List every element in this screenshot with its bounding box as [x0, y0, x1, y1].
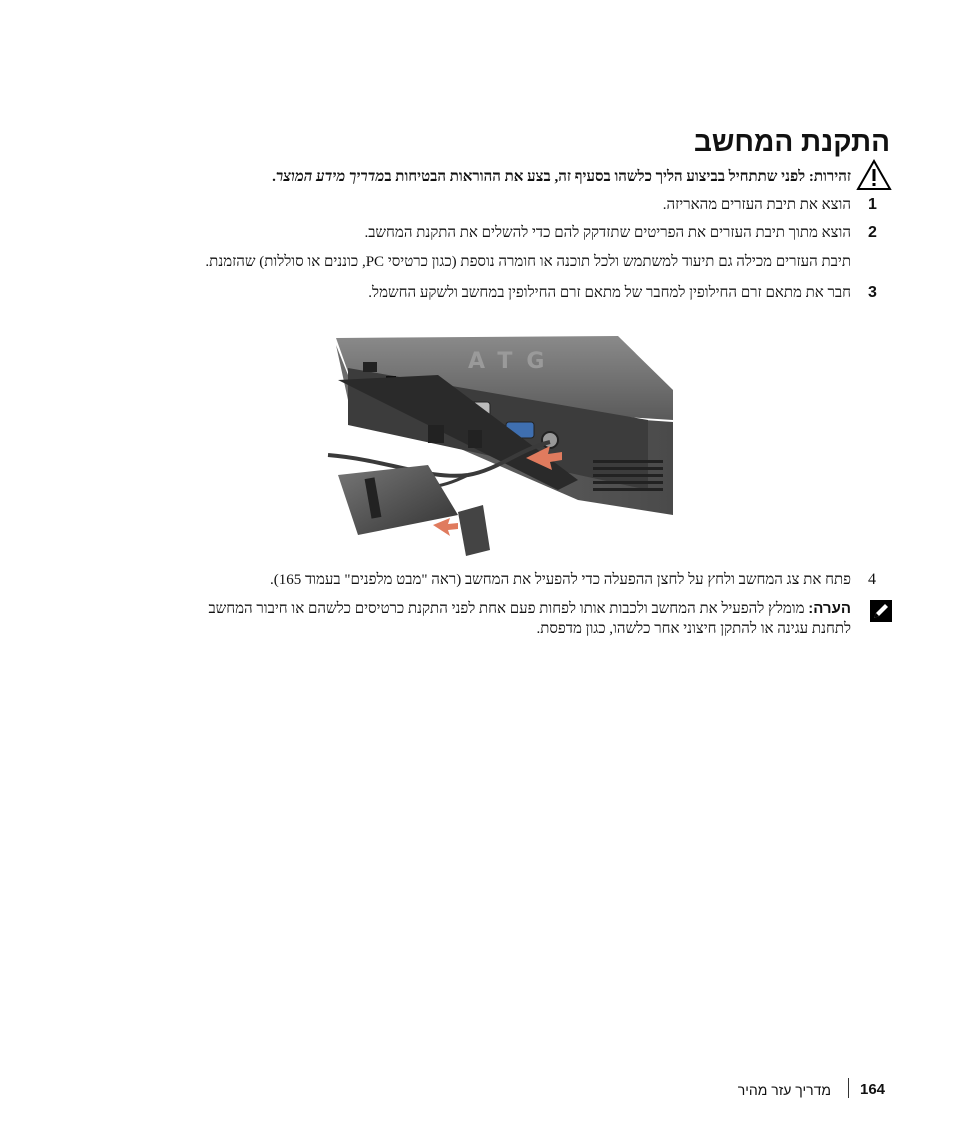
note-body: מומלץ להפעיל את המחשב ולכבות אותו לפחות פעם אחת לפני התקנת כרטיסים כלשהם או חיבור המחשב — [208, 601, 805, 617]
page-number: 164 — [860, 1081, 886, 1098]
footer-title: מדריך עזר מהיר — [737, 1082, 831, 1098]
page-title: התקנת המחשב — [693, 126, 890, 157]
caution-end: . — [272, 169, 276, 185]
step-number: 3 — [868, 284, 877, 301]
caution-reference: מדריך מידע המוצר — [275, 169, 385, 185]
svg-text:ATG: ATG — [468, 349, 559, 374]
step-text: פתח את צג המחשב ולחץ על לחצן ההפעלה כדי להפעיל את המחשב (ראה "מבט מלפנים" בעמוד 165). — [269, 572, 851, 588]
step-text: חבר את מתאם זרם החילופין למחבר של מתאם זרם החילופין במחשב ולשקע החשמל. — [368, 285, 851, 301]
pencil-note-icon — [870, 600, 892, 622]
caution-label: זהירות: — [808, 169, 851, 185]
note-line: לתחנת עגינה או להתקן חיצוני אחר כלשהו, כגון מדפסת. — [536, 621, 851, 637]
step-number: 4 — [868, 571, 876, 588]
footer-divider — [848, 1078, 849, 1098]
note-line — [208, 599, 851, 619]
step-continuation: תיבת העזרים מכילה גם תיעוד למשתמש ולכל תוכנה או חומרה נוספת (כגון כרטיסי PC, כוננים או סוללות) שהזמנת. — [205, 254, 851, 270]
step-text: הוצא מתוך תיבת העזרים את הפריטים שתזדקק להם כדי להשלים את התקנת המחשב. — [364, 225, 851, 241]
laptop-back-ac-adapter-illustration-icon — [318, 330, 688, 560]
caution-body: לפני שתתחיל בביצוע הליך כלשהו בסעיף זה, בצע את ההוראות הבטיחות ב — [384, 169, 806, 185]
step-number: 2 — [868, 224, 877, 241]
note-label: הערה: — [808, 600, 851, 617]
caution-text — [272, 167, 851, 187]
step-number: 1 — [868, 196, 877, 213]
warning-triangle-icon — [856, 159, 892, 191]
step-text: הוצא את תיבת העזרים מהאריזה. — [662, 197, 851, 213]
